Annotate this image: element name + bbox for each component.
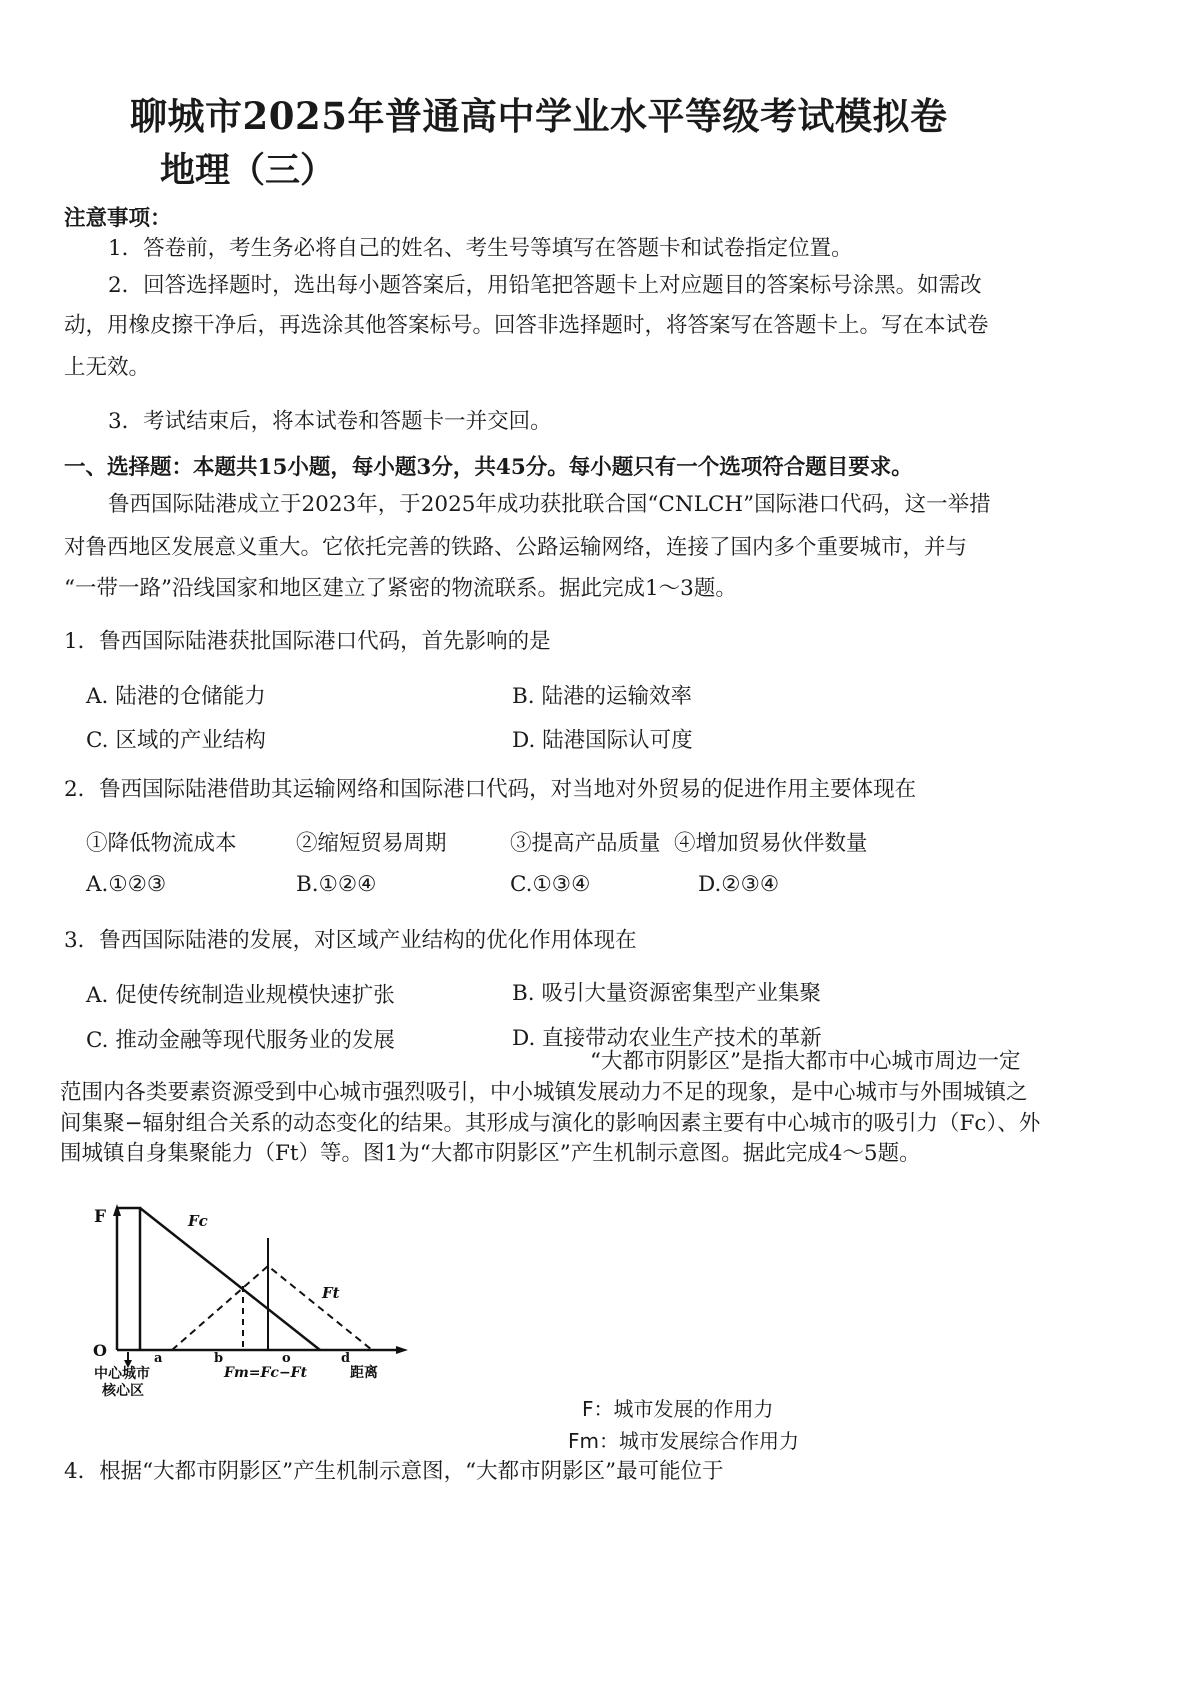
point-o-label: o [282, 1351, 291, 1366]
notice-item-3: 3．考试结束后，将本试卷和答题卡一并交回。 [108, 409, 552, 434]
ft-label: Ft [322, 1284, 340, 1302]
x-axis-label: 距离 [350, 1365, 378, 1381]
question-1-option-b: B. 陆港的运输效率 [512, 684, 692, 709]
notice-item-2: 2．回答选择题时，选出每小题答案后，用铅笔把答题卡上对应题目的答案标号涂黑。如需改 [108, 273, 982, 298]
question-4-stem: 4．根据“大都市阴影区”产生机制示意图，“大都市阴影区”最可能位于 [64, 1459, 724, 1484]
passage-1-line-1: 鲁西国际陆港成立于2023年，于2025年成功获批联合国“CNLCH”国际港口代码，这一举措 [108, 492, 991, 517]
question-2-option-b: B.①②④ [296, 872, 377, 897]
passage-2-line-3: 间集聚−辐射组合关系的动态变化的结果。其形成与演化的影响因素主要有中心城市的吸引力（Fc）、外 [60, 1111, 1041, 1136]
question-3-stem: 3．鲁西国际陆港的发展，对区域产业结构的优化作用体现在 [64, 928, 637, 953]
question-2-statement-4: ④增加贸易伙伴数量 [674, 831, 868, 856]
section-heading: 一、选择题：本题共15小题，每小题3分，共45分。每小题只有一个选项符合题目要求。 [64, 455, 913, 480]
question-1-option-a: A. 陆港的仓储能力 [86, 684, 266, 709]
shadow-area-mechanism-diagram [80, 1200, 420, 1399]
question-3-option-b: B. 吸引大量资源密集型产业集聚 [512, 981, 821, 1006]
point-a-label: a [154, 1351, 163, 1366]
question-2-statement-2: ②缩短贸易周期 [296, 831, 447, 856]
question-2-statement-1: ①降低物流成本 [86, 831, 237, 856]
y-axis-arrow [113, 1204, 121, 1216]
question-1-stem: 1．鲁西国际陆港获批国际港口代码，首先影响的是 [64, 629, 551, 654]
passage-1-line-3: “一带一路”沿线国家和地区建立了紧密的物流联系。据此完成1～3题。 [64, 576, 737, 601]
y-axis-label: F [94, 1207, 107, 1227]
x-axis-arrow [396, 1346, 408, 1354]
question-2-statement-3: ③提高产品质量 [510, 831, 661, 856]
notice-item-1: 1．答卷前，考生务必将自己的姓名、考生号等填写在答题卡和试卷指定位置。 [108, 236, 853, 261]
notice-heading: 注意事项： [64, 206, 172, 231]
question-2-option-d: D.②③④ [698, 872, 780, 897]
passage-2-line-1: “大都市阴影区”是指大都市中心城市周边一定 [590, 1049, 1021, 1074]
core-label-line-2: 核心区 [102, 1383, 144, 1399]
question-2-option-a: A.①②③ [86, 872, 167, 897]
question-1-option-c: C. 区域的产业结构 [86, 728, 266, 753]
question-3-option-a: A. 促使传统制造业规模快速扩张 [86, 983, 395, 1008]
point-b-label: b [214, 1351, 224, 1366]
question-3-option-d: D. 直接带动农业生产技术的革新 [512, 1026, 822, 1051]
point-d-label: d [341, 1351, 351, 1366]
passage-1-line-2: 对鲁西地区发展意义重大。它依托完善的铁路、公路运输网络，连接了国内多个重要城市，并与 [64, 535, 968, 560]
question-3-option-c: C. 推动金融等现代服务业的发展 [86, 1028, 395, 1053]
notice-item-2-end: 上无效。 [64, 355, 151, 380]
ft-line [172, 1266, 372, 1350]
core-label-line-1: 中心城市 [94, 1366, 150, 1382]
origin-label: O [93, 1341, 107, 1360]
fm-formula-label: Fm=Fc−Ft [224, 1365, 308, 1381]
fc-line [140, 1208, 320, 1350]
question-2-option-c: C.①③④ [510, 872, 591, 897]
exam-title: 聊城市2025年普通高中学业水平等级考试模拟卷 [130, 94, 948, 138]
fc-core-step [117, 1208, 140, 1350]
exam-subtitle: 地理（三） [160, 150, 336, 191]
question-1-option-d: D. 陆港国际认可度 [512, 728, 693, 753]
fc-label: Fc [188, 1212, 208, 1230]
notice-item-2-cont: 动，用橡皮擦干净后，再选涂其他答案标号。回答非选择题时，将答案写在答题卡上。写在本试卷 [64, 313, 989, 338]
legend-f: F：城市发展的作用力 [582, 1397, 774, 1421]
passage-2-line-2: 范围内各类要素资源受到中心城市强烈吸引，中小城镇发展动力不足的现象，是中心城市与外围城镇之 [60, 1080, 1028, 1105]
question-2-stem: 2．鲁西国际陆港借助其运输网络和国际港口代码，对当地对外贸易的促进作用主要体现在 [64, 777, 917, 802]
legend-fm: Fm：城市发展综合作用力 [568, 1429, 799, 1453]
passage-2-line-4: 围城镇自身集聚能力（Ft）等。图1为“大都市阴影区”产生机制示意图。据此完成4～5题。 [60, 1141, 921, 1166]
